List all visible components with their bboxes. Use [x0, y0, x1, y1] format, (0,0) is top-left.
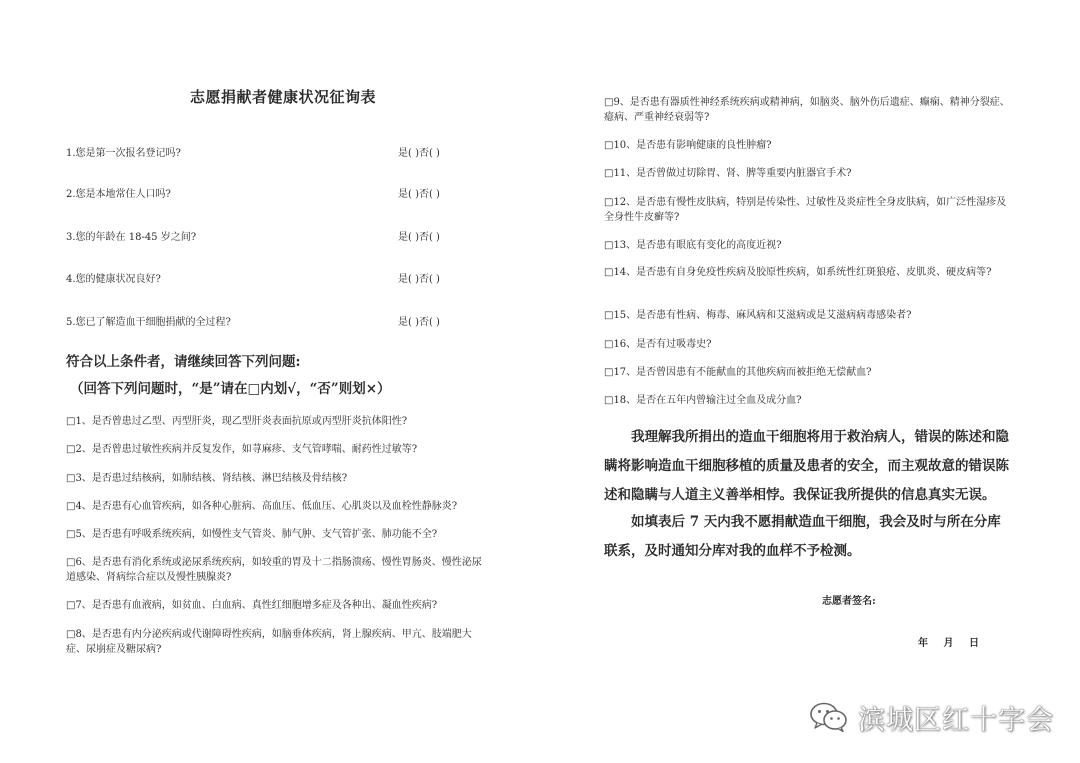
answer-2: 是( )否( ) — [398, 189, 440, 200]
checklist-item-3: □3、是否患过结核病，如肺结核、肾结核、淋巴结核及骨结核? — [66, 473, 348, 484]
checklist-item-13: □13、是否患有眼底有变化的高度近视? — [604, 240, 782, 251]
checklist-item-5: □5、是否患有呼吸系统疾病，如慢性支气管炎、肺气肿、支气管扩张、肺功能不全? — [66, 529, 438, 540]
signature-label: 志愿者签名: — [822, 596, 876, 607]
checklist-item-2: □2、是否曾患过敏性疾病并反复发作，如荨麻疹、支气管哮喘、耐药性过敏等? — [66, 444, 418, 455]
checklist-item-11: □11、是否曾做过切除胃、肾、脾等重要内脏器官手术? — [604, 168, 852, 179]
checklist-item-7: □7、是否患有血液病，如贫血、白血病、真性红细胞增多症及各种出、凝血性疾病? — [66, 600, 438, 611]
condition-heading: 符合以上条件者，请继续回答下列问题: — [66, 354, 301, 370]
checklist-item-9: □9、是否患有器质性神经系统疾病或精神病，如脑炎、脑外伤后遗症、癫痫、精神分裂症、癔病、严重神经衰弱等? — [604, 97, 1010, 123]
date-label: 年 月 日 — [918, 638, 979, 649]
checklist-item-18: □18、是否在五年内曾输注过全血及成分血? — [604, 395, 802, 406]
answer-1: 是( )否( ) — [398, 148, 440, 159]
checklist-item-16: □16、是否有过吸毒史? — [604, 339, 712, 350]
question-4: 4.您的健康状况良好? — [66, 274, 161, 285]
checklist-item-8: □8、是否患有内分泌疾病或代谢障碍性疾病，如脑垂体疾病，肾上腺疾病、甲亢、肢端肥大症、尿崩症及糖尿病? — [66, 629, 472, 655]
checklist-item-1: □1、是否曾患过乙型、丙型肝炎，现乙型肝炎表面抗原或丙型肝炎抗体阳性? — [66, 416, 408, 427]
checklist-item-14: □14、是否患有自身免疫性疾病及胶原性疾病，如系统性红斑狼疮、皮肌炎、硬皮病等? — [604, 267, 992, 278]
checklist-item-17: □17、是否曾因患有不能献血的其他疾病而被拒绝无偿献血? — [604, 367, 872, 378]
checklist-item-15: □15、是否患有性病、梅毒、麻风病和艾滋病或是艾滋病病毒感染者? — [604, 310, 912, 321]
answer-3: 是( )否( ) — [398, 232, 440, 243]
checklist-item-12: □12、是否患有慢性皮肤病，特别是传染性、过敏性及炎症性全身皮肤病，如广泛性湿疹及全身性牛皮癣等? — [604, 197, 1007, 223]
checklist-item-6: □6、是否患有消化系统或泌尿系统疾病，如较重的胃及十二指肠溃疡、慢性胃肠炎、慢性泌尿道感染、肾病综合症以及慢性胰腺炎? — [66, 557, 482, 583]
question-1: 1.您是第一次报名登记吗? — [66, 148, 181, 159]
checklist-item-4: □4、是否患有心血管疾病，如各种心脏病、高血压、低血压、心肌炎以及血栓性静脉炎? — [66, 501, 458, 512]
instruction-text: （回答下列问题时，“是”请在□内划√，“否”则划×） — [70, 381, 391, 397]
question-3: 3.您的年龄在 18-45 岁之间? — [66, 232, 197, 243]
checklist-item-10: □10、是否患有影响健康的良性肿瘤? — [604, 140, 772, 151]
answer-4: 是( )否( ) — [398, 274, 440, 285]
question-2: 2.您是本地常住人口吗? — [66, 189, 171, 200]
watermark-text: 滨城区红十字会 — [858, 704, 1054, 736]
statement-paragraph-2: 如填表后 7 天内我不愿捐献造血干细胞，我会及时与所在分库联系，及时通知分库对我的血样不予检测。 — [604, 514, 1001, 559]
watermark — [808, 697, 1054, 737]
statement-paragraph-1: 我理解我所捐出的造血干细胞将用于救治病人，错误的陈述和隐瞒将影响造血干细胞移植的质量及患者的安全，而主观故意的错误陈述和隐瞒与人道主义善举相悖。我保证我所提供的信息真实无误。 — [604, 429, 1009, 503]
wechat-icon — [808, 700, 850, 734]
answer-5: 是( )否( ) — [398, 317, 440, 328]
form-title: 志愿捐献者健康状况征询表 — [190, 88, 377, 106]
question-5: 5.您已了解造血干细胞捐献的全过程? — [66, 317, 231, 328]
